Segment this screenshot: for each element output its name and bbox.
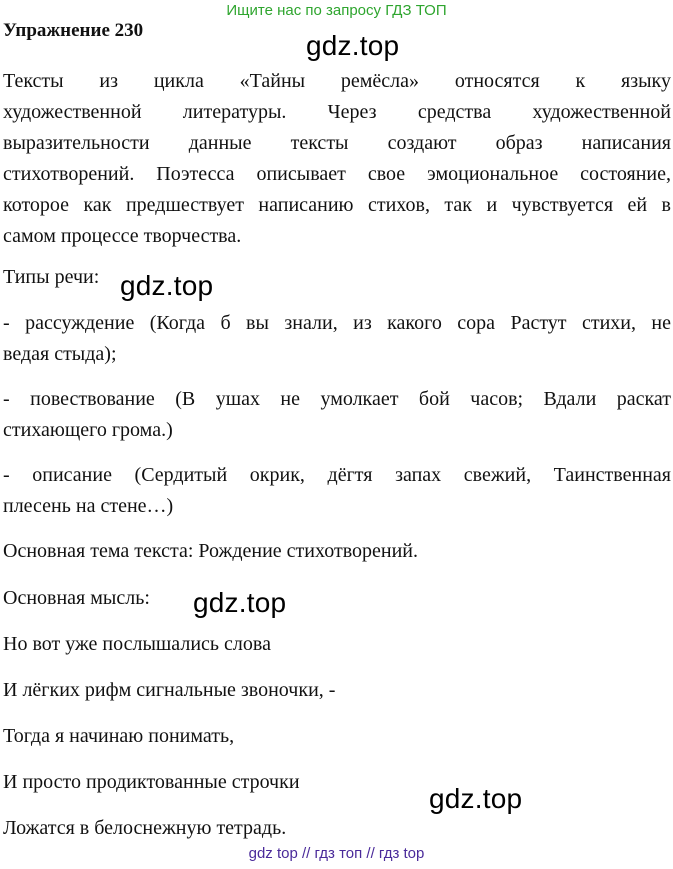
- watermark: gdz.top: [193, 587, 287, 618]
- intro-line: которое как предшествует написанию стихов, так и чувствуется ей в: [3, 194, 671, 216]
- description-line: плесень на стене…): [3, 495, 174, 517]
- intro-line: Тексты из цикла «Тайны ремёсла» относятся к языку: [3, 70, 671, 92]
- speech-types-label: Типы речи:: [3, 266, 100, 288]
- description-item: [3, 460, 671, 522]
- intro-line: стихотворений. Поэтесса описывает свое эмоциональное состояние,: [3, 163, 671, 185]
- main-topic: Основная тема текста: Рождение стихотворений.: [3, 540, 418, 562]
- narration-line: стихающего грома.): [3, 419, 173, 441]
- reasoning-line: - рассуждение (Когда б вы знали, из какого сора Растут стихи, не: [3, 312, 671, 334]
- footer-links[interactable]: gdz top // гдз топ // гдз top: [248, 845, 425, 862]
- poem-line: Ложатся в белоснежную тетрадь.: [3, 817, 287, 839]
- poem-line: И лёгких рифм сигнальные звоночки, -: [3, 679, 336, 701]
- intro-line: самом процессе творчества.: [3, 225, 242, 247]
- watermark: gdz.top: [120, 270, 214, 301]
- description-line: - описание (Сердитый окрик, дёгтя запах свежий, Таинственная: [3, 464, 671, 486]
- watermark: gdz.top: [306, 30, 400, 61]
- exercise-title: Упражнение 230: [3, 20, 144, 41]
- poem-line: Но вот уже послышались слова: [3, 633, 271, 655]
- narration-line: - повествование (В ушах не умолкает бой часов; Вдали раскат: [3, 388, 671, 410]
- intro-line: художественной литературы. Через средства художественной: [3, 101, 671, 123]
- intro-paragraph: [3, 66, 671, 252]
- poem-line: И просто продиктованные строчки: [3, 771, 300, 793]
- watermark: gdz.top: [429, 783, 523, 814]
- intro-line: выразительности данные тексты создают образ написания: [3, 132, 671, 154]
- reasoning-line: ведая стыда);: [3, 343, 117, 365]
- reasoning-item: [3, 308, 671, 370]
- poem-line: Тогда я начинаю понимать,: [3, 725, 235, 747]
- main-idea-label: Основная мысль:: [3, 587, 150, 609]
- narration-item: [3, 384, 671, 446]
- top-banner-link[interactable]: Ищите нас по запросу ГДЗ ТОП: [226, 2, 447, 19]
